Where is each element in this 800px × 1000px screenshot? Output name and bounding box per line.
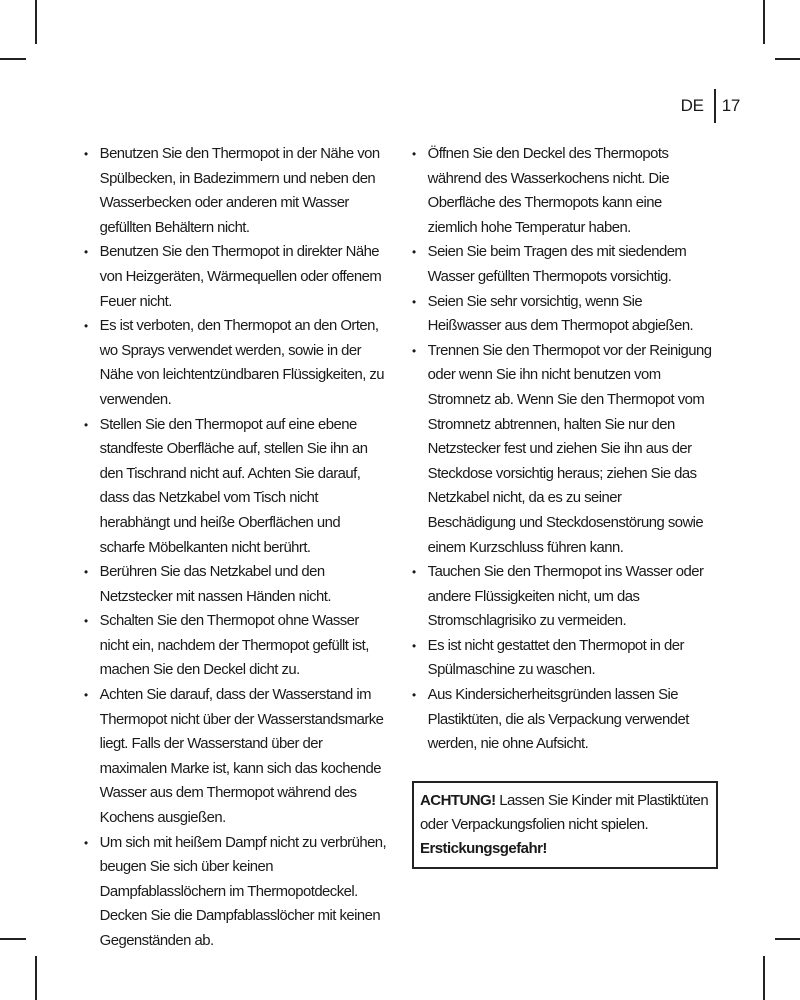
bullet-icon: • bbox=[412, 638, 416, 653]
list-item bbox=[412, 634, 712, 683]
crop-mark bbox=[775, 58, 800, 60]
list-item bbox=[84, 683, 388, 831]
list-item-text: Berühren Sie das Netzkabel und den Netzstecker mit nassen Händen nicht. bbox=[99, 563, 331, 605]
list-item-text: Um sich mit heißem Dampf nicht zu verbrühen, beugen Sie sich über keinen Dampfablasslöchern im Thermopotdeckel. Decken Sie die Dampfablasslöcher mit keinen Gegenständen ab. bbox=[99, 833, 387, 949]
list-item-text: Seien Sie beim Tragen des mit siedendem Wasser gefüllten Thermopots vorsichtig. bbox=[427, 243, 687, 285]
crop-mark bbox=[35, 956, 37, 1000]
bullet-icon: • bbox=[84, 147, 88, 161]
list-item-text: Tauchen Sie den Thermopot ins Wasser oder andere Flüssigkeiten nicht, um das Stromschlagrisiko zu vermeiden. bbox=[427, 563, 704, 630]
crop-mark bbox=[763, 956, 765, 1000]
bullet-icon: • bbox=[84, 614, 88, 629]
list-item bbox=[84, 413, 388, 561]
list-item bbox=[84, 609, 388, 683]
crop-mark bbox=[35, 0, 37, 44]
list-item-text: Achten Sie darauf, dass der Wasserstand im Thermopot nicht über der Wasserstandsmarke liegt. Falls der Wasserstand über der maximalen Marke ist, kann sich das kochende Wasser aus dem Thermopot während des Kochens ausgießen. bbox=[99, 686, 384, 827]
bullet-icon: • bbox=[412, 565, 416, 580]
list-item bbox=[84, 314, 388, 412]
list-item-text: Seien Sie sehr vorsichtig, wenn Sie Heißwasser aus dem Thermopot abgießen. bbox=[427, 292, 694, 335]
bullet-icon: • bbox=[84, 245, 88, 260]
list-item bbox=[412, 240, 712, 289]
bullet-icon: • bbox=[84, 417, 88, 432]
warning-emphasis: Erstickungsgefahr! bbox=[420, 839, 547, 857]
list-item-text: Benutzen Sie den Thermopot in direkter Nähe von Heizgeräten, Wärmequellen oder offenem Feuer nicht. bbox=[99, 243, 382, 310]
warning-text: Lassen Sie Kinder mit Plastiktüten oder Verpackungsfolien nicht spielen. bbox=[420, 791, 709, 833]
list-item bbox=[412, 142, 712, 240]
crop-mark bbox=[775, 938, 800, 940]
bullet-icon: • bbox=[84, 565, 88, 580]
list-item-text: Trennen Sie den Thermopot vor der Reinigung oder wenn Sie ihn nicht benutzen vom Stromnetz ab. Wenn Sie den Thermopot vom Stromnetz abtrennen, halten Sie nur den Netzstecker fest und ziehen Sie ihn aus der Steckdose vorsichtig heraus; ziehen Sie das Netzkabel nicht, da es zu seiner Beschädigung und Steckdosenstörung sowie einem Kurzschluss führen kann. bbox=[427, 341, 712, 556]
list-item bbox=[412, 290, 712, 339]
warning-box bbox=[412, 781, 718, 869]
warning-label: ACHTUNG! bbox=[420, 791, 496, 809]
list-item bbox=[84, 831, 388, 954]
page-header bbox=[681, 88, 740, 124]
list-item-text: Schalten Sie den Thermopot ohne Wasser nicht ein, nachdem der Thermopot gefüllt ist, machen Sie den Deckel dicht zu. bbox=[99, 612, 369, 679]
bullet-icon: • bbox=[412, 147, 416, 161]
page-number: 17 bbox=[721, 96, 740, 115]
list-item-text: Öffnen Sie den Deckel des Thermopots während des Wasserkochens nicht. Die Oberfläche des Thermopots kann eine ziemlich hohe Temperatur haben. bbox=[427, 145, 670, 236]
bullet-icon: • bbox=[412, 294, 416, 309]
crop-mark bbox=[763, 0, 765, 44]
list-item bbox=[412, 339, 712, 560]
bullet-icon: • bbox=[84, 319, 88, 334]
list-item bbox=[412, 683, 712, 757]
list-item bbox=[412, 560, 712, 634]
header-divider bbox=[714, 89, 716, 123]
bullet-icon: • bbox=[412, 245, 416, 260]
list-item bbox=[84, 240, 388, 314]
list-item-text: Benutzen Sie den Thermopot in der Nähe von Spülbecken, in Badezimmern und neben den Wasserbecken oder anderen mit Wasser gefüllten Behältern nicht. bbox=[99, 145, 380, 236]
bullet-icon: • bbox=[84, 688, 88, 703]
bullet-icon: • bbox=[412, 343, 416, 358]
list-item bbox=[84, 560, 388, 609]
safety-list-left bbox=[84, 142, 394, 954]
crop-mark bbox=[0, 58, 26, 60]
crop-mark bbox=[0, 938, 26, 940]
bullet-icon: • bbox=[84, 835, 88, 850]
bullet-icon: • bbox=[412, 688, 416, 703]
list-item-text: Es ist nicht gestattet den Thermopot in der Spülmaschine zu waschen. bbox=[427, 636, 684, 679]
list-item bbox=[84, 142, 388, 240]
list-item-text: Aus Kindersicherheitsgründen lassen Sie Plastiktüten, die als Verpackung verwendet werden, nie ohne Aufsicht. bbox=[427, 686, 689, 753]
list-item-text: Es ist verboten, den Thermopot an den Orten, wo Sprays verwendet werden, sowie in der Nähe von leichtentzündbaren Flüssigkeiten, zu verwenden. bbox=[99, 317, 385, 408]
right-column bbox=[412, 142, 718, 869]
safety-list-right bbox=[412, 142, 718, 757]
left-column bbox=[84, 142, 394, 954]
language-code: DE bbox=[680, 96, 704, 115]
list-item-text: Stellen Sie den Thermopot auf eine ebene standfeste Oberfläche auf, stellen Sie ihn an den Tischrand nicht auf. Achten Sie darauf, dass das Netzkabel vom Tisch nicht herabhängt und heiße Oberflächen und scharfe Möbelkanten nicht berührt. bbox=[99, 415, 368, 556]
